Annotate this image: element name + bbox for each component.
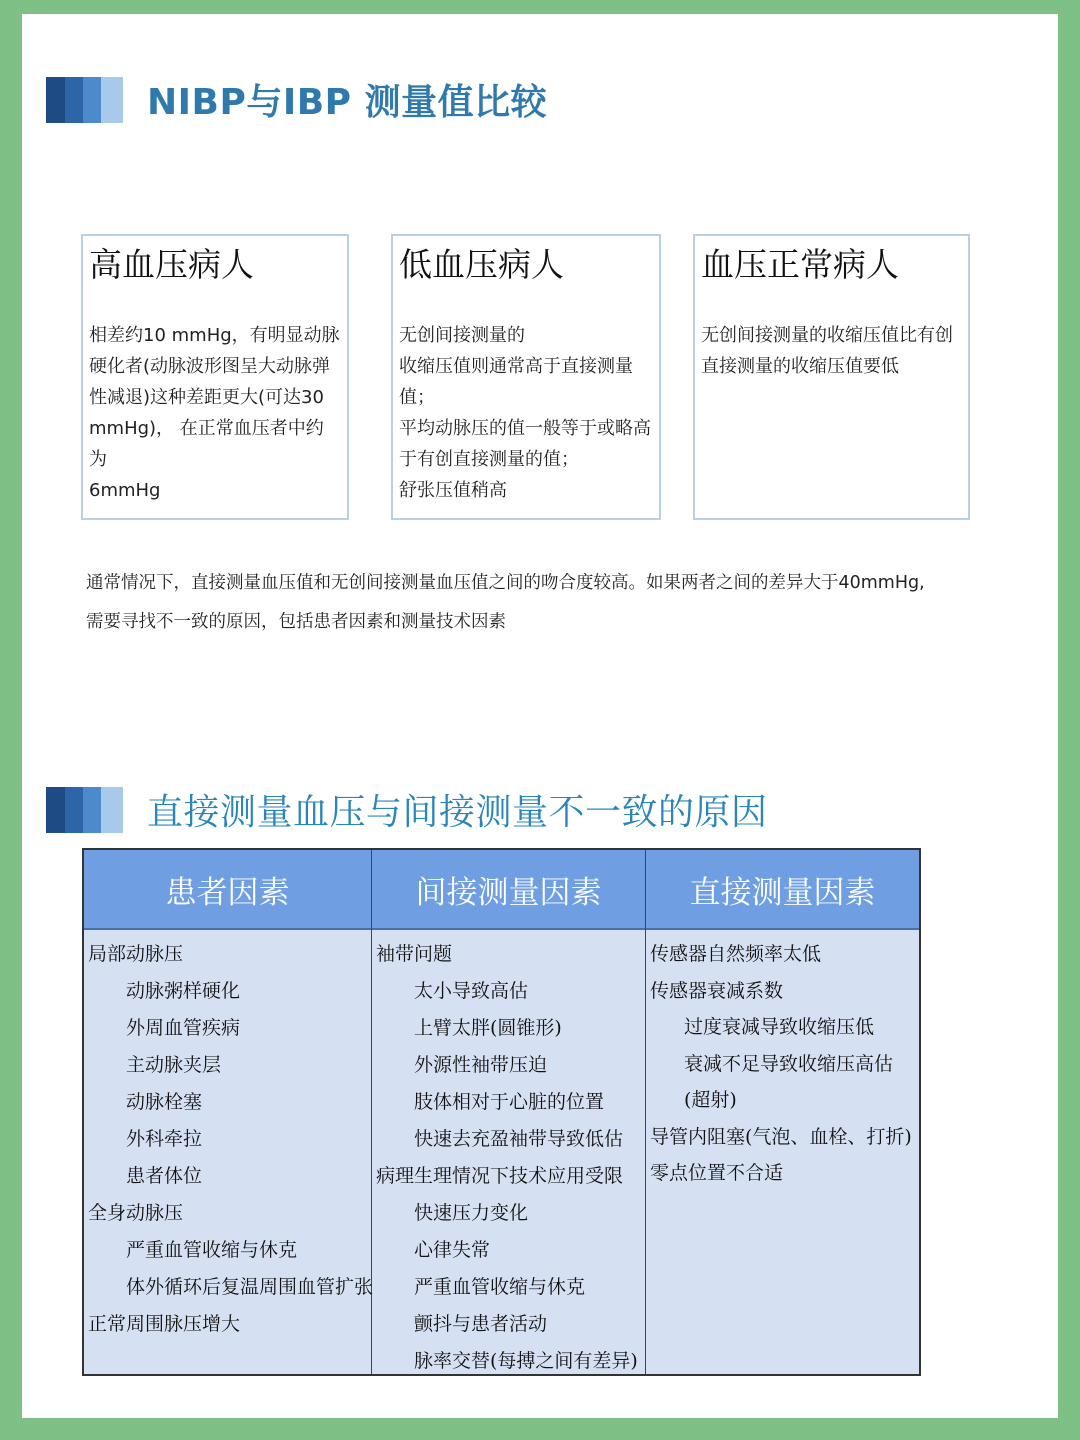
list-item: 病理生理情况下技术应用受限 <box>376 1165 624 1187</box>
section-heading-causes <box>46 784 768 835</box>
list-item: 动脉栓塞 <box>126 1091 203 1113</box>
column-body <box>84 930 374 1343</box>
card-hypertension <box>81 234 349 520</box>
list-item: 局部动脉压 <box>88 943 184 965</box>
table-column-indirect <box>372 850 646 1374</box>
card-title: 高血压病人 <box>89 245 254 284</box>
list-item: 上臂太胖(圆锥形) <box>414 1017 562 1039</box>
section-title: 直接测量血压与间接测量不一致的原因 <box>147 792 768 833</box>
list-item: 体外循环后复温周围血管扩张 <box>126 1276 374 1298</box>
list-item: 太小导致高估 <box>414 980 529 1002</box>
list-item: 外科牵拉 <box>126 1128 203 1150</box>
column-body <box>372 930 645 1380</box>
card-title: 血压正常病人 <box>701 245 899 284</box>
card-hypotension <box>391 234 661 520</box>
list-item: 快速去充盈袖带导致低估 <box>414 1128 624 1150</box>
section-heading-comparison <box>46 74 547 125</box>
card-body: 相差约10 mmHg，有明显动脉 硬化者(动脉波形图呈大动脉弹 性减退)这种差距更大(可达30 mmHg)， 在正常血压者中约为 6mmHg <box>89 325 340 501</box>
list-item: 严重血管收缩与休克 <box>414 1276 586 1298</box>
list-item: 正常周围脉压增大 <box>88 1313 241 1335</box>
table-column-direct <box>646 850 919 1374</box>
section-title: NIBP与IBP 测量值比较 <box>147 82 548 123</box>
column-header: 患者因素 <box>84 850 371 930</box>
list-item: 衰减不足导致收缩压高估 <box>684 1052 894 1075</box>
list-item: 心律失常 <box>414 1239 491 1261</box>
card-title: 低血压病人 <box>399 245 564 284</box>
list-item: 严重血管收缩与休克 <box>126 1239 298 1261</box>
column-header: 间接测量因素 <box>372 850 645 930</box>
summary-line: 需要寻找不一致的原因，包括患者因素和测量技术因素 <box>86 612 506 632</box>
card-body: 无创间接测量的 收缩压值则通常高于直接测量值； 平均动脉压的值一般等于或略高 于有创直接测量的值； 舒张压值稍高 <box>399 325 651 501</box>
page <box>22 14 1058 1418</box>
column-body <box>646 930 919 1192</box>
heading-decoration-blocks <box>46 77 123 123</box>
list-item: 患者体位 <box>126 1165 203 1187</box>
heading-decoration-blocks <box>46 787 123 833</box>
summary-paragraph <box>86 564 986 642</box>
list-item: 肢体相对于心脏的位置 <box>414 1091 605 1113</box>
list-item: 颤抖与患者活动 <box>414 1313 548 1335</box>
list-item: (超射) <box>684 1089 737 1111</box>
list-item: 外周血管疾病 <box>126 1017 241 1039</box>
list-item: 传感器自然频率太低 <box>650 943 822 965</box>
list-item: 快速压力变化 <box>414 1202 529 1224</box>
list-item: 过度衰减导致收缩压低 <box>684 1016 875 1038</box>
list-item: 导管内阻塞(气泡、血栓、打折) <box>650 1125 912 1148</box>
list-item: 脉率交替(每搏之间有差异) <box>414 1350 638 1372</box>
card-normal-pressure <box>693 234 970 520</box>
list-item: 传感器衰减系数 <box>650 979 784 1002</box>
table-column-patient <box>84 850 372 1374</box>
list-item: 主动脉夹层 <box>126 1054 222 1076</box>
summary-line: 通常情况下，直接测量血压值和无创间接测量血压值之间的吻合度较高。如果两者之间的差异大于40mmHg, <box>86 573 925 593</box>
list-item: 动脉粥样硬化 <box>126 980 241 1002</box>
card-body: 无创间接测量的收缩压值比有创 直接测量的收缩压值要低 <box>701 325 953 377</box>
causes-table <box>82 848 921 1376</box>
column-header: 直接测量因素 <box>646 850 919 930</box>
list-item: 袖带问题 <box>376 943 453 965</box>
list-item: 外源性袖带压迫 <box>414 1054 548 1076</box>
list-item: 全身动脉压 <box>88 1202 184 1224</box>
list-item: 零点位置不合适 <box>650 1162 784 1184</box>
